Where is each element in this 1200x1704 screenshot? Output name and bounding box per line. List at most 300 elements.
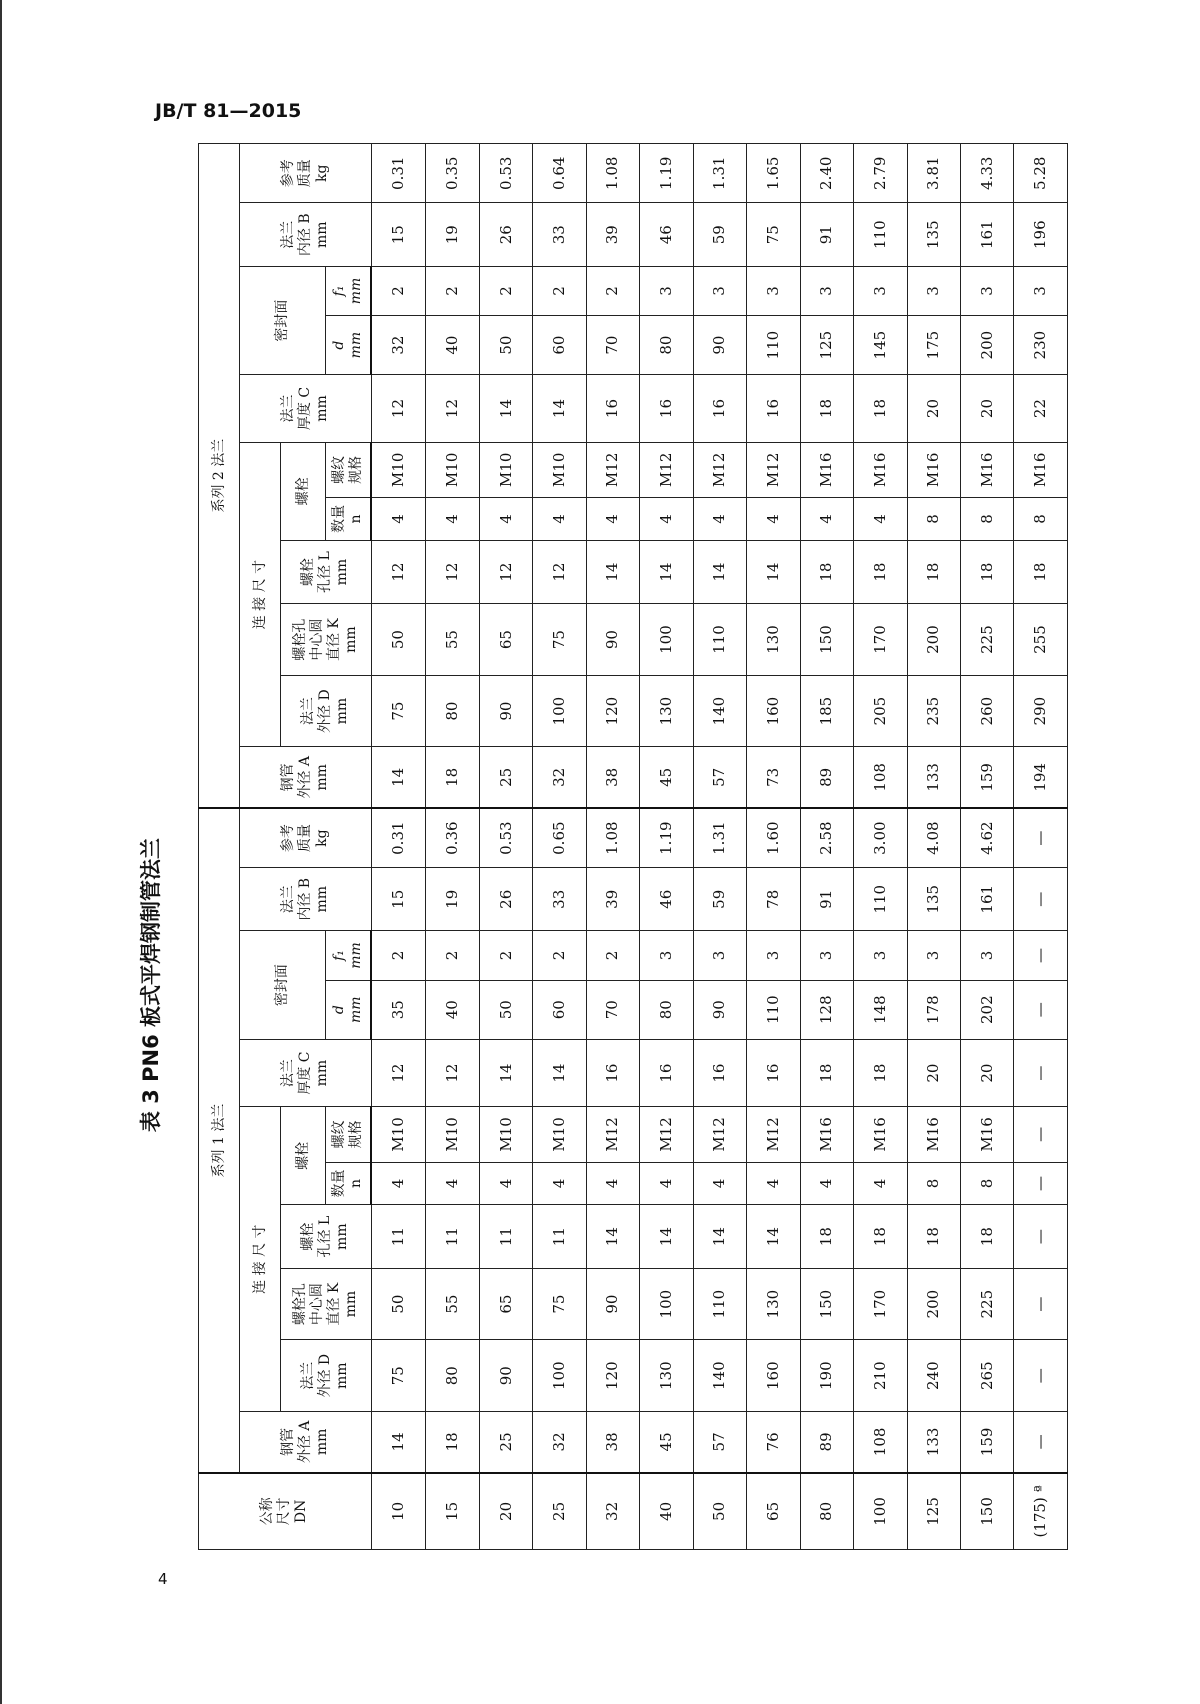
page-edge-line bbox=[0, 0, 2, 1704]
cell-s2: 1.31 bbox=[693, 144, 746, 204]
cell-s1: 3 bbox=[640, 931, 693, 980]
cell-s2: 15 bbox=[371, 203, 426, 266]
cell-s2: 14 bbox=[586, 540, 639, 603]
cell-s2: 70 bbox=[586, 315, 639, 374]
header-s1-bolt-thread: 螺纹 规格 bbox=[326, 1107, 372, 1162]
cell-s1: 110 bbox=[854, 868, 907, 931]
cell-s1: 16 bbox=[747, 1039, 800, 1106]
cell-s2: 150 bbox=[800, 604, 853, 676]
cell-s1: 26 bbox=[479, 868, 532, 931]
cell-s1: 110 bbox=[693, 1268, 746, 1340]
table-row bbox=[800, 144, 853, 1550]
table-row bbox=[960, 144, 1013, 1550]
cell-s1: 90 bbox=[693, 980, 746, 1039]
cell-s1: 11 bbox=[479, 1205, 532, 1268]
cell-s2: 14 bbox=[533, 375, 586, 442]
cell-s2: M16 bbox=[1014, 442, 1068, 497]
cell-s2: 4.33 bbox=[960, 144, 1013, 204]
cell-s2: 110 bbox=[693, 604, 746, 676]
cell-s2: 4 bbox=[854, 497, 907, 540]
cell-s2: 200 bbox=[960, 315, 1013, 374]
cell-s2: 196 bbox=[1014, 203, 1068, 266]
cell-s2: 39 bbox=[586, 203, 639, 266]
cell-dn: (175) ª bbox=[1014, 1473, 1068, 1550]
cell-s1: 4.62 bbox=[960, 808, 1013, 867]
cell-dn: 25 bbox=[533, 1473, 586, 1550]
header-s1-connection: 连 接 尺 寸 bbox=[240, 1107, 281, 1412]
header-s1-seal-d: d mm bbox=[326, 980, 372, 1039]
cell-s2: 33 bbox=[533, 203, 586, 266]
cell-s1: 4 bbox=[747, 1162, 800, 1205]
cell-s1: M10 bbox=[426, 1107, 479, 1162]
cell-s2: 205 bbox=[854, 675, 907, 747]
flange-table-frame bbox=[198, 143, 1068, 1550]
cell-s2: 135 bbox=[907, 203, 960, 266]
cell-s2: 22 bbox=[1014, 375, 1068, 442]
cell-s1: M16 bbox=[960, 1107, 1013, 1162]
cell-s1: 11 bbox=[533, 1205, 586, 1268]
cell-s2: 25 bbox=[479, 747, 532, 808]
cell-s1: 210 bbox=[854, 1340, 907, 1412]
header-s1-flange-thickness: 法兰 厚度 C mm bbox=[240, 1039, 372, 1106]
cell-s1: 128 bbox=[800, 980, 853, 1039]
cell-s1: 3 bbox=[800, 931, 853, 980]
header-s1-mass: 参考 质量 kg bbox=[240, 808, 372, 867]
cell-s1: 3 bbox=[854, 931, 907, 980]
cell-s2: 59 bbox=[693, 203, 746, 266]
header-s1-sealing-face: 密封面 bbox=[240, 931, 326, 1039]
cell-s2: 100 bbox=[640, 604, 693, 676]
cell-s1: 0.65 bbox=[533, 808, 586, 867]
cell-s1: 16 bbox=[640, 1039, 693, 1106]
cell-s2: 255 bbox=[1014, 604, 1068, 676]
cell-s2: M10 bbox=[479, 442, 532, 497]
cell-s1: M12 bbox=[747, 1107, 800, 1162]
header-s2-bolt-circle: 螺栓孔 中心圆 直径 K mm bbox=[281, 604, 372, 676]
cell-s1: 14 bbox=[479, 1039, 532, 1106]
cell-s1: M16 bbox=[800, 1107, 853, 1162]
cell-s1: 2 bbox=[533, 931, 586, 980]
header-s2-connection: 连 接 尺 寸 bbox=[240, 442, 281, 747]
cell-s1: 39 bbox=[586, 868, 639, 931]
cell-s1: 55 bbox=[426, 1268, 479, 1340]
cell-s1: 90 bbox=[479, 1340, 532, 1412]
cell-s1: 75 bbox=[533, 1268, 586, 1340]
cell-s2: 125 bbox=[800, 315, 853, 374]
cell-s2: 75 bbox=[747, 203, 800, 266]
cell-s2: 8 bbox=[907, 497, 960, 540]
header-s1-bolt-qty: 数量 n bbox=[326, 1162, 372, 1205]
cell-s1: 4 bbox=[586, 1162, 639, 1205]
cell-s2: 170 bbox=[854, 604, 907, 676]
cell-s2: 260 bbox=[960, 675, 1013, 747]
cell-s1: 0.53 bbox=[479, 808, 532, 867]
cell-s2: 14 bbox=[640, 540, 693, 603]
cell-s1: 130 bbox=[640, 1340, 693, 1412]
cell-s1: 2 bbox=[426, 931, 479, 980]
cell-s1: 45 bbox=[640, 1411, 693, 1472]
cell-s1: 170 bbox=[854, 1268, 907, 1340]
cell-s2: 1.65 bbox=[747, 144, 800, 204]
cell-s1: 90 bbox=[586, 1268, 639, 1340]
cell-s2: 75 bbox=[533, 604, 586, 676]
cell-s2: 185 bbox=[800, 675, 853, 747]
cell-s1: 100 bbox=[533, 1340, 586, 1412]
header-s1-bolt-hole: 螺栓 孔径 L mm bbox=[281, 1205, 372, 1268]
cell-s1: 60 bbox=[533, 980, 586, 1039]
cell-s2: 2 bbox=[586, 266, 639, 315]
cell-s1: 110 bbox=[747, 980, 800, 1039]
cell-s2: M16 bbox=[800, 442, 853, 497]
cell-s2: 110 bbox=[854, 203, 907, 266]
cell-s2: 0.64 bbox=[533, 144, 586, 204]
cell-s1: 240 bbox=[907, 1340, 960, 1412]
cell-s2: 46 bbox=[640, 203, 693, 266]
cell-s2: 2 bbox=[426, 266, 479, 315]
cell-s1: 0.36 bbox=[426, 808, 479, 867]
table-row bbox=[854, 144, 907, 1550]
table-row bbox=[426, 144, 479, 1550]
cell-s1: M10 bbox=[533, 1107, 586, 1162]
cell-s2: 225 bbox=[960, 604, 1013, 676]
table-row bbox=[1014, 144, 1068, 1550]
cell-s2: 73 bbox=[747, 747, 800, 808]
cell-s1: 1.31 bbox=[693, 808, 746, 867]
cell-s2: 3 bbox=[747, 266, 800, 315]
cell-s1: 4 bbox=[800, 1162, 853, 1205]
cell-s1: — bbox=[1014, 1162, 1068, 1205]
header-row-series bbox=[199, 144, 240, 1550]
cell-s2: 235 bbox=[907, 675, 960, 747]
cell-s1: 16 bbox=[693, 1039, 746, 1106]
cell-s2: 8 bbox=[960, 497, 1013, 540]
cell-s1: 14 bbox=[371, 1411, 426, 1472]
cell-s2: 12 bbox=[479, 540, 532, 603]
cell-s2: 4 bbox=[693, 497, 746, 540]
cell-s2: 90 bbox=[586, 604, 639, 676]
cell-s1: — bbox=[1014, 808, 1068, 867]
cell-s1: M10 bbox=[371, 1107, 426, 1162]
cell-s1: 14 bbox=[533, 1039, 586, 1106]
cell-s2: 110 bbox=[747, 315, 800, 374]
cell-dn: 150 bbox=[960, 1473, 1013, 1550]
table-title: 表 3 PN6 板式平焊钢制管法兰 bbox=[139, 837, 163, 1133]
cell-s1: 14 bbox=[747, 1205, 800, 1268]
cell-s2: 120 bbox=[586, 675, 639, 747]
cell-s1: 200 bbox=[907, 1268, 960, 1340]
table-row bbox=[693, 144, 746, 1550]
cell-s2: 12 bbox=[426, 375, 479, 442]
cell-s1: 18 bbox=[854, 1039, 907, 1106]
cell-s2: 19 bbox=[426, 203, 479, 266]
cell-s1: — bbox=[1014, 1411, 1068, 1472]
cell-s1: 91 bbox=[800, 868, 853, 931]
header-s1-bolt-circle: 螺栓孔 中心圆 直径 K mm bbox=[281, 1268, 372, 1340]
cell-s1: 225 bbox=[960, 1268, 1013, 1340]
cell-s2: 1.19 bbox=[640, 144, 693, 204]
cell-s1: 8 bbox=[960, 1162, 1013, 1205]
cell-s1: 46 bbox=[640, 868, 693, 931]
cell-s1: 130 bbox=[747, 1268, 800, 1340]
cell-s1: 1.60 bbox=[747, 808, 800, 867]
cell-s1: M10 bbox=[479, 1107, 532, 1162]
cell-s1: 2 bbox=[371, 931, 426, 980]
cell-s1: 100 bbox=[640, 1268, 693, 1340]
cell-s1: — bbox=[1014, 868, 1068, 931]
cell-s2: M12 bbox=[693, 442, 746, 497]
cell-s1: 16 bbox=[586, 1039, 639, 1106]
cell-s2: 8 bbox=[1014, 497, 1068, 540]
cell-s1: 80 bbox=[640, 980, 693, 1039]
cell-s1: — bbox=[1014, 1268, 1068, 1340]
cell-dn: 32 bbox=[586, 1473, 639, 1550]
cell-s1: 160 bbox=[747, 1340, 800, 1412]
cell-s1: 76 bbox=[747, 1411, 800, 1472]
flange-table bbox=[198, 143, 1068, 1550]
cell-s2: 16 bbox=[586, 375, 639, 442]
cell-s2: 18 bbox=[960, 540, 1013, 603]
cell-s2: 0.35 bbox=[426, 144, 479, 204]
cell-s1: — bbox=[1014, 1039, 1068, 1106]
cell-s2: 133 bbox=[907, 747, 960, 808]
cell-s2: 16 bbox=[640, 375, 693, 442]
cell-s2: 200 bbox=[907, 604, 960, 676]
cell-s1: 15 bbox=[371, 868, 426, 931]
cell-s2: 2 bbox=[533, 266, 586, 315]
cell-s1: 3 bbox=[960, 931, 1013, 980]
cell-s2: 65 bbox=[479, 604, 532, 676]
cell-s1: 120 bbox=[586, 1340, 639, 1412]
cell-s1: — bbox=[1014, 1205, 1068, 1268]
cell-s1: 133 bbox=[907, 1411, 960, 1472]
cell-s1: 57 bbox=[693, 1411, 746, 1472]
cell-s2: 0.31 bbox=[371, 144, 426, 204]
cell-s2: 4 bbox=[479, 497, 532, 540]
cell-dn: 50 bbox=[693, 1473, 746, 1550]
cell-s2: 12 bbox=[371, 375, 426, 442]
cell-s2: 5.28 bbox=[1014, 144, 1068, 204]
cell-s2: 91 bbox=[800, 203, 853, 266]
cell-s1: 1.19 bbox=[640, 808, 693, 867]
cell-s2: 14 bbox=[479, 375, 532, 442]
cell-s1: 19 bbox=[426, 868, 479, 931]
cell-dn: 65 bbox=[747, 1473, 800, 1550]
cell-s2: 194 bbox=[1014, 747, 1068, 808]
cell-s1: 178 bbox=[907, 980, 960, 1039]
cell-s1: 40 bbox=[426, 980, 479, 1039]
header-row-groups bbox=[240, 144, 281, 1550]
flange-table-body bbox=[371, 144, 1068, 1550]
cell-s2: 12 bbox=[371, 540, 426, 603]
cell-dn: 10 bbox=[371, 1473, 426, 1550]
cell-s1: M12 bbox=[586, 1107, 639, 1162]
cell-s1: 161 bbox=[960, 868, 1013, 931]
cell-s1: 4 bbox=[640, 1162, 693, 1205]
cell-s1: 150 bbox=[800, 1268, 853, 1340]
cell-s2: 20 bbox=[960, 375, 1013, 442]
cell-s2: 3 bbox=[907, 266, 960, 315]
cell-s2: 3 bbox=[854, 266, 907, 315]
cell-s2: 18 bbox=[800, 540, 853, 603]
cell-s1: 108 bbox=[854, 1411, 907, 1472]
cell-s2: 100 bbox=[533, 675, 586, 747]
cell-s1: 140 bbox=[693, 1340, 746, 1412]
cell-s1: 59 bbox=[693, 868, 746, 931]
cell-s2: 230 bbox=[1014, 315, 1068, 374]
cell-s1: 14 bbox=[640, 1205, 693, 1268]
cell-s1: M12 bbox=[693, 1107, 746, 1162]
cell-s2: 50 bbox=[479, 315, 532, 374]
cell-s1: 4.08 bbox=[907, 808, 960, 867]
cell-s1: M16 bbox=[854, 1107, 907, 1162]
cell-s2: 20 bbox=[907, 375, 960, 442]
cell-s2: 161 bbox=[960, 203, 1013, 266]
cell-s1: 38 bbox=[586, 1411, 639, 1472]
cell-s2: M16 bbox=[907, 442, 960, 497]
cell-s2: 40 bbox=[426, 315, 479, 374]
header-s2-bolt: 螺栓 bbox=[281, 442, 326, 540]
cell-s2: 18 bbox=[854, 375, 907, 442]
cell-s2: 145 bbox=[854, 315, 907, 374]
cell-s2: 57 bbox=[693, 747, 746, 808]
header-s1-seal-f1: f₁ mm bbox=[326, 931, 372, 980]
cell-s2: 18 bbox=[854, 540, 907, 603]
cell-s2: 55 bbox=[426, 604, 479, 676]
cell-s2: 0.53 bbox=[479, 144, 532, 204]
cell-s1: 89 bbox=[800, 1411, 853, 1472]
table-row bbox=[586, 144, 639, 1550]
cell-s2: M16 bbox=[960, 442, 1013, 497]
header-s1-pipe-od: 钢管 外径 A mm bbox=[240, 1411, 372, 1472]
cell-s1: 4 bbox=[693, 1162, 746, 1205]
cell-s2: 4 bbox=[800, 497, 853, 540]
cell-s1: 18 bbox=[800, 1039, 853, 1106]
table-row bbox=[479, 144, 532, 1550]
cell-s2: 175 bbox=[907, 315, 960, 374]
cell-s1: — bbox=[1014, 1340, 1068, 1412]
cell-s1: 78 bbox=[747, 868, 800, 931]
cell-s2: 4 bbox=[371, 497, 426, 540]
cell-s2: M16 bbox=[854, 442, 907, 497]
cell-s1: 8 bbox=[907, 1162, 960, 1205]
cell-s1: 265 bbox=[960, 1340, 1013, 1412]
cell-s1: 2 bbox=[586, 931, 639, 980]
cell-s2: 80 bbox=[640, 315, 693, 374]
cell-s2: 12 bbox=[426, 540, 479, 603]
cell-s1: 32 bbox=[533, 1411, 586, 1472]
table-row bbox=[533, 144, 586, 1550]
cell-s1: 14 bbox=[586, 1205, 639, 1268]
cell-s1: 65 bbox=[479, 1268, 532, 1340]
cell-s1: M12 bbox=[640, 1107, 693, 1162]
cell-s2: M10 bbox=[533, 442, 586, 497]
cell-s2: 4 bbox=[426, 497, 479, 540]
standard-code: JB/T 81—2015 bbox=[155, 100, 302, 122]
cell-s2: 16 bbox=[693, 375, 746, 442]
header-series2: 系列 2 法兰 bbox=[199, 144, 240, 809]
cell-s1: 12 bbox=[371, 1039, 426, 1106]
cell-s1: 4 bbox=[854, 1162, 907, 1205]
cell-s1: 3.00 bbox=[854, 808, 907, 867]
cell-s2: 60 bbox=[533, 315, 586, 374]
cell-s1: 4 bbox=[479, 1162, 532, 1205]
cell-s2: 140 bbox=[693, 675, 746, 747]
cell-s2: 290 bbox=[1014, 675, 1068, 747]
cell-s2: 4 bbox=[640, 497, 693, 540]
table-row bbox=[747, 144, 800, 1550]
cell-s2: M12 bbox=[586, 442, 639, 497]
cell-s2: 2 bbox=[371, 266, 426, 315]
cell-s2: M12 bbox=[640, 442, 693, 497]
header-s1-flange-id: 法兰 内径 B mm bbox=[240, 868, 372, 931]
cell-s1: 18 bbox=[426, 1411, 479, 1472]
cell-s1: 135 bbox=[907, 868, 960, 931]
cell-s1: 18 bbox=[854, 1205, 907, 1268]
cell-s2: 12 bbox=[533, 540, 586, 603]
cell-s2: 3.81 bbox=[907, 144, 960, 204]
cell-s1: — bbox=[1014, 1107, 1068, 1162]
cell-s2: 2 bbox=[479, 266, 532, 315]
cell-s1: 1.08 bbox=[586, 808, 639, 867]
cell-s1: 20 bbox=[907, 1039, 960, 1106]
cell-s1: 75 bbox=[371, 1340, 426, 1412]
cell-s1: 3 bbox=[747, 931, 800, 980]
cell-s2: M10 bbox=[426, 442, 479, 497]
cell-s2: 160 bbox=[747, 675, 800, 747]
cell-s1: 18 bbox=[907, 1205, 960, 1268]
cell-dn: 20 bbox=[479, 1473, 532, 1550]
header-s2-bolt-hole: 螺栓 孔径 L mm bbox=[281, 540, 372, 603]
cell-s1: — bbox=[1014, 980, 1068, 1039]
table-row bbox=[907, 144, 960, 1550]
cell-s2: 2.40 bbox=[800, 144, 853, 204]
cell-s1: 11 bbox=[426, 1205, 479, 1268]
cell-s1: — bbox=[1014, 931, 1068, 980]
cell-s2: 3 bbox=[693, 266, 746, 315]
cell-s2: 80 bbox=[426, 675, 479, 747]
cell-dn: 125 bbox=[907, 1473, 960, 1550]
cell-s1: 12 bbox=[426, 1039, 479, 1106]
cell-s2: 18 bbox=[1014, 540, 1068, 603]
cell-s1: 70 bbox=[586, 980, 639, 1039]
cell-s2: 14 bbox=[371, 747, 426, 808]
cell-s1: 20 bbox=[960, 1039, 1013, 1106]
header-dn: 公称 尺寸 DN bbox=[199, 1473, 372, 1550]
header-s1-flange-od: 法兰 外径 D mm bbox=[281, 1340, 372, 1412]
cell-s1: 2 bbox=[479, 931, 532, 980]
cell-s2: 2.79 bbox=[854, 144, 907, 204]
cell-s2: 159 bbox=[960, 747, 1013, 808]
cell-s2: M10 bbox=[371, 442, 426, 497]
cell-s1: M16 bbox=[907, 1107, 960, 1162]
cell-dn: 15 bbox=[426, 1473, 479, 1550]
cell-s2: 18 bbox=[426, 747, 479, 808]
cell-s1: 190 bbox=[800, 1340, 853, 1412]
cell-s2: 3 bbox=[1014, 266, 1068, 315]
cell-s1: 159 bbox=[960, 1411, 1013, 1472]
cell-s1: 14 bbox=[693, 1205, 746, 1268]
cell-s1: 33 bbox=[533, 868, 586, 931]
cell-s2: 45 bbox=[640, 747, 693, 808]
header-s2-bolt-qty: 数量 n bbox=[326, 497, 372, 540]
cell-s1: 80 bbox=[426, 1340, 479, 1412]
cell-s1: 4 bbox=[371, 1162, 426, 1205]
cell-s1: 0.31 bbox=[371, 808, 426, 867]
cell-s2: 3 bbox=[640, 266, 693, 315]
header-s2-bolt-thread: 螺纹 规格 bbox=[326, 442, 372, 497]
cell-dn: 100 bbox=[854, 1473, 907, 1550]
cell-s2: 90 bbox=[479, 675, 532, 747]
